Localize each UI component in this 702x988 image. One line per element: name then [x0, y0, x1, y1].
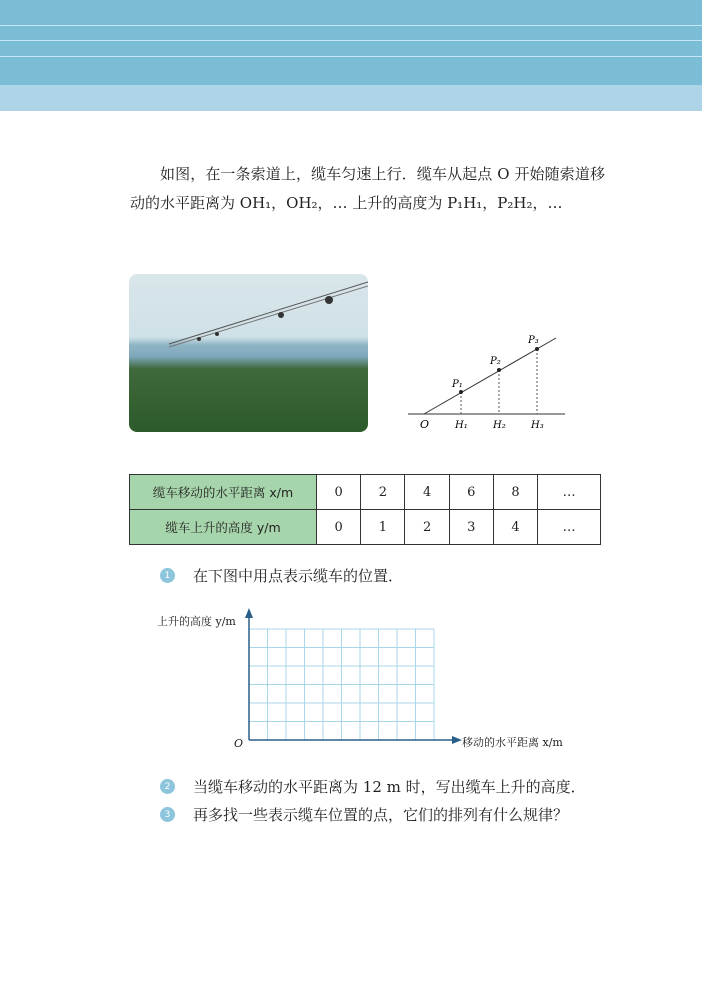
table-row: 缆车上升的高度 y/m 0 1 2 3 4 … — [130, 510, 601, 545]
cable-car-photo — [129, 274, 368, 432]
svg-text:H₁: H₁ — [455, 420, 468, 431]
table-row: 缆车移动的水平距离 x/m 0 2 4 6 8 … — [130, 475, 601, 510]
y-axis-label: 上升的高度 y/m — [157, 615, 236, 628]
data-table — [129, 474, 601, 545]
question-2: 2 当缆车移动的水平距离为 12 m 时，写出缆车上升的高度． — [160, 776, 586, 797]
coordinate-grid[interactable] — [240, 608, 462, 748]
geometry-diagram — [400, 330, 580, 440]
y-axis-arrow-icon — [245, 608, 253, 618]
origin-label: O — [420, 418, 430, 431]
intro-paragraph: 如图，在一条索道上，缆车匀速上行．缆车从起点 O 开始随索道移动的水平距离为 OH₁，OH₂，… 上升的高度为 P₁H₁，P₂H₂，… — [130, 165, 605, 212]
svg-text:P₁: P₁ — [452, 379, 463, 390]
svg-text:H₃: H₃ — [531, 420, 544, 431]
header-band — [0, 0, 702, 85]
x-axis-arrow-icon — [452, 736, 462, 744]
grid-origin: O — [234, 737, 244, 750]
question-3: 3 再多找一些表示缆车位置的点，它们的排列有什么规律？ — [160, 804, 568, 825]
header-subband — [0, 85, 702, 111]
x-axis-label: 移动的水平距离 x/m — [462, 736, 563, 749]
question-1: 1 在下图中用点表示缆车的位置． — [160, 565, 403, 586]
svg-text:H₂: H₂ — [493, 420, 506, 431]
svg-text:P₃: P₃ — [528, 335, 539, 346]
svg-text:P₂: P₂ — [490, 356, 501, 367]
